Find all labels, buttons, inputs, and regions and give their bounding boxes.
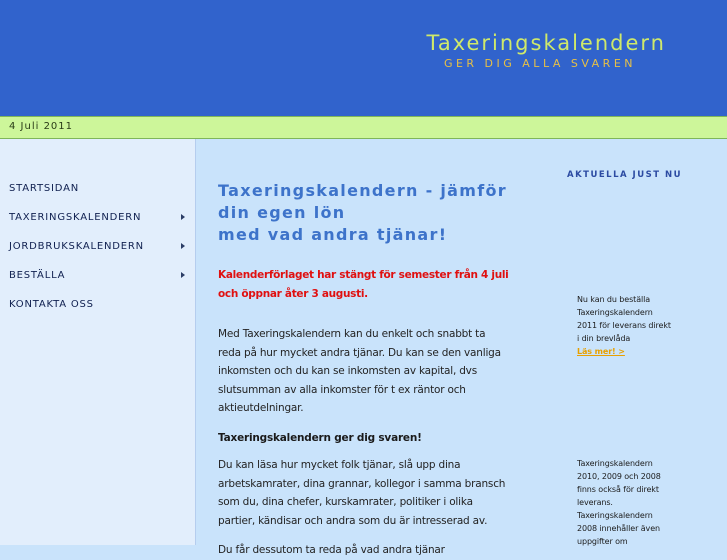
nav-item-bestalla[interactable] [0,262,196,291]
sidebar-nav [0,139,196,545]
paragraph-line: partier, kändisar och andra som du är intresserad av. [218,514,488,527]
nav-item-label: KONTAKTA OSS [9,299,94,310]
holiday-notice [218,266,508,304]
notice-line: Kalenderförlaget har stängt för semester från 4 juli [218,269,509,281]
title-line: Taxeringskalendern - jämför [218,181,507,200]
paragraph-line: slutsumman av alla inkomster för t ex räntor och [218,383,466,396]
aside-line: Taxeringskalendern [577,511,653,520]
aside-line: uppgifter om [577,537,628,546]
site-title[interactable]: Taxeringskalendern [426,31,666,55]
nav-item-jordbrukskalendern[interactable] [0,233,196,262]
submenu-arrow-icon [181,243,185,249]
paragraph-line: arbetskamrater, dina grannar, kollegor i samma bransch [218,477,506,490]
partial-paragraph: Du får dessutom ta reda på vad andra tjänar [218,544,445,556]
current-date: 4 Juli 2011 [9,121,74,132]
paragraph-line: som du, dina chefer, kurskamrater, politiker i olika [218,496,473,508]
aside-line: 2008 innehåller även [577,524,660,533]
paragraph-line: Du kan läsa hur mycket folk tjänar, slå upp dina [218,459,461,471]
paragraph-line: Med Taxeringskalendern kan du enkelt och snabbt ta [218,328,486,340]
intro-paragraph [218,325,518,418]
description-paragraph [218,456,518,530]
news-section-title: AKTUELLA JUST NU [567,170,683,180]
submenu-arrow-icon [181,272,185,278]
aside-line: Nu kan du beställa [577,295,651,304]
nav-item-taxeringskalendern[interactable] [0,204,196,233]
title-line: din egen lön [218,203,346,222]
submenu-arrow-icon [181,214,185,220]
site-tagline: GER DIG ALLA SVAREN [443,57,636,70]
nav-item-label: STARTSIDAN [9,183,79,194]
tagline-paragraph: Taxeringskalendern ger dig svaren! [218,432,422,444]
read-more-link[interactable]: Läs mer! > [577,347,625,356]
site-header [0,0,727,116]
notice-line: och öppnar åter 3 augusti. [218,288,368,300]
paragraph-line: reda på hur mycket andra tjänar. Du kan se den vanliga [218,346,501,359]
older-editions-box [577,457,697,548]
paragraph-line: inkomsten och du kan se inkomsten av kapital, dvs [218,365,477,377]
nav-item-kontakta-oss[interactable] [0,291,196,320]
nav-item-label: JORDBRUKSKALENDERN [9,241,144,252]
aside-line: i din brevlåda [577,334,631,343]
aside-line: 2010, 2009 och 2008 [577,472,661,481]
aside-line: 2011 för leverans direkt [577,321,671,330]
aside-line: leverans. [577,498,613,507]
nav-item-startsidan[interactable] [0,175,196,204]
date-bar [0,116,727,139]
order-news-box [577,293,697,358]
article-title [218,180,518,246]
nav-item-label: BESTÄLLA [9,270,66,281]
aside-line: finns också för direkt [577,485,659,494]
paragraph-line: aktieutdelningar. [218,402,304,414]
title-line: med vad andra tjänar! [218,225,448,244]
nav-item-label: TAXERINGSKALENDERN [9,212,142,223]
aside-line: Taxeringskalendern [577,459,653,468]
aside-line: Taxeringskalendern [577,308,653,317]
main-content [196,139,727,556]
